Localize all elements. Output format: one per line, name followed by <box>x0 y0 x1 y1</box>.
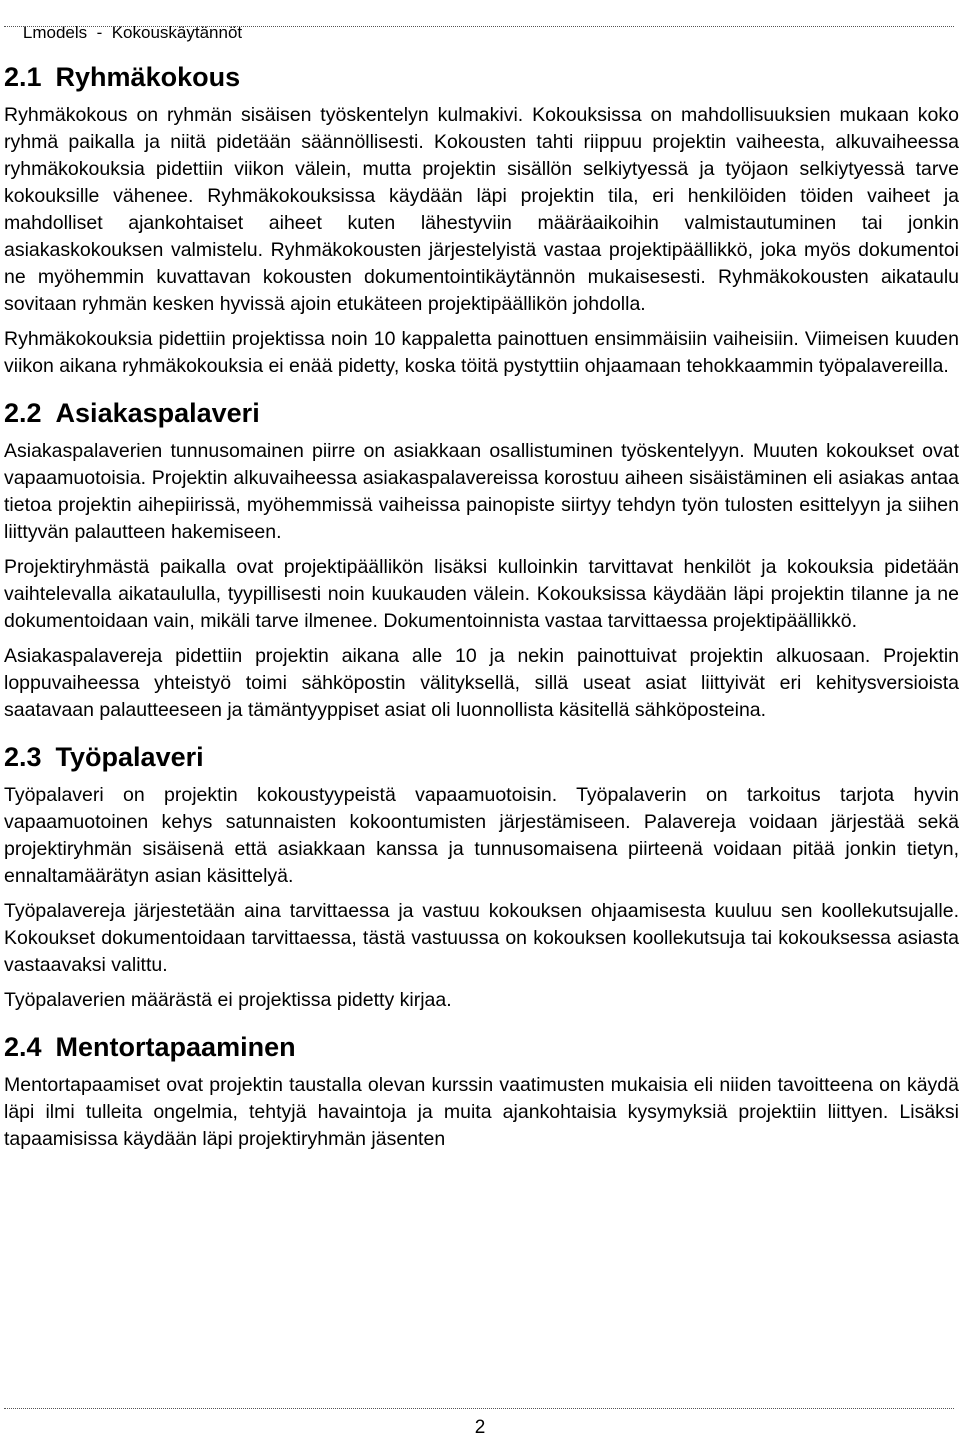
paragraph: Asiakaspalavereja pidettiin projektin aikana alle 10 ja nekin painottuivat projektin alkuosaan. Projektin loppuvaiheessa yhteistyö toimi sähköpostin välityksellä, sillä useat asiat liittyivät eri kehitysversioista saatavaan palautteeseen ja tämäntyyppiset asiat oli luonnollista käsitellä sähköposteina. <box>4 645 959 721</box>
header-text: Lmodels - Kokouskäytännöt <box>22 23 243 42</box>
running-header <box>4 0 954 42</box>
section-asiakaspalaveri <box>4 396 959 724</box>
paragraph: Työpalavereja järjestetään aina tarvittaessa ja vastuu kokouksen ohjaamisesta kuuluu sen koollekutsujalle. Kokoukset dokumentoidaan tarvittaessa, tästä vastuussa on kokouksen koollekutsuja tai kokouksessa asiasta vastaavaksi valittu. <box>4 900 959 976</box>
section-title: Ryhmäkokous <box>55 62 241 92</box>
paragraph: Työpalaverien määrästä ei projektissa pidetty kirjaa. <box>4 989 452 1011</box>
section-title: Asiakaspalaveri <box>55 398 260 428</box>
section-heading <box>4 740 959 774</box>
section-heading <box>4 60 959 94</box>
section-heading <box>4 1030 959 1064</box>
section-ryhmakokous <box>4 60 959 380</box>
header-rule <box>4 26 954 27</box>
section-number: 2.1 <box>4 62 42 92</box>
paragraph: Asiakaspalaverien tunnusomainen piirre on asiakkaan osallistuminen työskentelyyn. Muuten kokoukset ovat vapaamuotoisia. Projektin alkuvaiheessa asiakaspalavereissa korostuu aiheen sisäistäminen eli asiakas antaa tietoa projektin aihepiirissä, myöhemmissä vaiheissa painopiste siirtyy tehdyn työn tulosten esittelyyn ja siihen liittyvän palautteen hakemiseen. <box>4 440 959 543</box>
section-title: Mentortapaaminen <box>55 1032 296 1062</box>
paragraph: Projektiryhmästä paikalla ovat projektipäällikön lisäksi kulloinkin tarvittavat henkilöt ja kokouksia pidetään vaihtelevalla aikataululla, tyypillisesti noin kuukauden välein. Kokouksissa käydään läpi projektin tilanne ja ne dokumentoidaan vain, mikäli tarve ilmenee. Dokumentoinnista vastaa tarvittaessa projektipäällikkö. <box>4 556 959 632</box>
paragraph: Työpalaveri on projektin kokoustyypeistä vapaamuotoisin. Työpalaverin on tarkoitus tarjota hyvin vapaamuotoinen kehys satunnaisten kokoontumisten järjestämiseen. Palavereja voidaan järjestää sekä projektiryhmän sisäisenä että asiakkaan kanssa ja tunnusomaisena piirteenä voidaan pitää jonkin tietyn, ennaltamäärätyn asian käsittelyä. <box>4 784 959 887</box>
page-number: 2 <box>474 1417 486 1438</box>
section-number: 2.4 <box>4 1032 42 1062</box>
section-number: 2.3 <box>4 742 42 772</box>
document-body <box>4 60 959 1161</box>
section-heading <box>4 396 959 430</box>
section-mentortapaaminen <box>4 1030 959 1153</box>
section-tyopalaveri <box>4 740 959 1014</box>
paragraph: Ryhmäkokouksia pidettiin projektissa noin 10 kappaletta painottuen ensimmäisiin vaiheisiin. Viimeisen kuuden viikon aikana ryhmäkokouksia ei enää pidetty, koska töitä pystyttiin ohjaamaan tehokkaammin työpalavereilla. <box>4 328 959 377</box>
section-title: Työpalaveri <box>55 742 204 772</box>
paragraph: Ryhmäkokous on ryhmän sisäisen työskentelyn kulmakivi. Kokouksissa on mahdollisuuksien mukaan koko ryhmä paikalla ja niitä pidetään säännöllisesti. Kokousten tahti riippuu projektin vaiheesta, alkuvaiheessa ryhmäkokouksia pidettiin viikon välein, mutta projektin sisällön selkiytyessä ja työjaon selkiytyessä tarve kokouksille vähenee. Ryhmäkokouksissa käydään läpi projektin tila, eri henkilöiden töiden vaiheet ja mahdolliset ajankohtaiset aiheet kuten lähestyviin määräaikoihin valmistautuminen tai jonkin asiakaskokouksen valmistelu. Ryhmäkokousten järjestelyistä vastaa projektipäällikkö, joka myös dokumentoi ne myöhemmin kuvattavan kokousten dokumentointikäytännön mukaisesesti. Ryhmäkokousten aikataulu sovitaan ryhmän kesken hyvissä ajoin etukäteen projektipäällikön johdolla. <box>4 104 959 315</box>
paragraph: Mentortapaamiset ovat projektin taustalla olevan kurssin vaatimusten mukaisia eli niiden tavoitteena on käydä läpi ilmi tulleita ongelmia, tehtyjä havaintoja ja muita ajankohtaisia kysymyksiä projektiin liittyen. Lisäksi tapaamisissa käydään läpi projektiryhmän jäsenten <box>4 1074 959 1150</box>
section-number: 2.2 <box>4 398 42 428</box>
footer-rule <box>4 1408 954 1409</box>
